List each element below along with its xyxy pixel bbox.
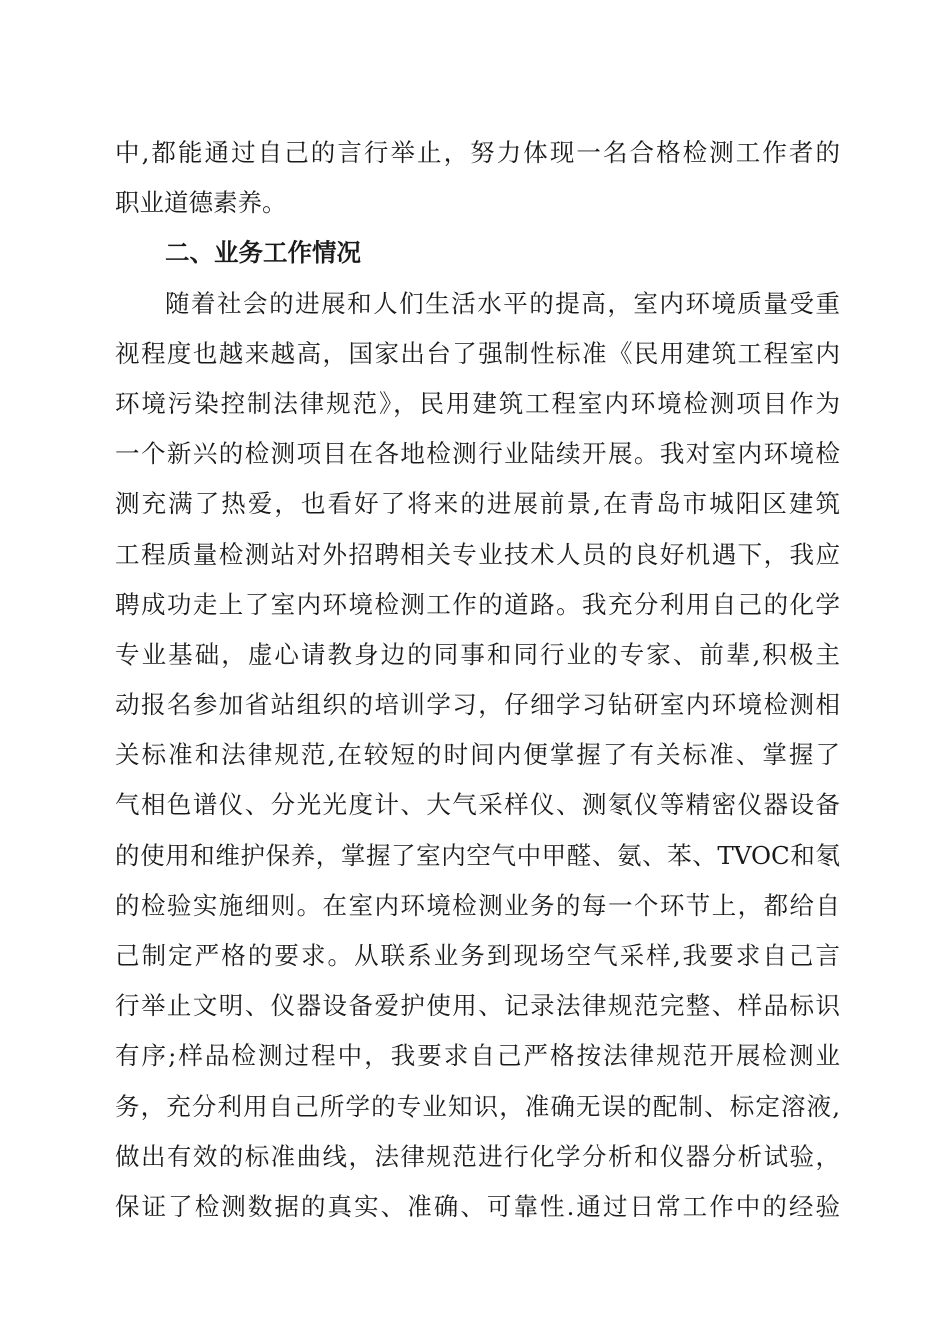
paragraph-line: 保证了检测数据的真实、准确、可靠性.通过日常工作中的经验 <box>115 1191 840 1221</box>
document-body <box>115 128 840 1232</box>
paragraph-line: 做出有效的标准曲线，法律规范进行化学分析和仪器分析试验， <box>115 1141 840 1171</box>
paragraph-line: 务，充分利用自己所学的专业知识，准确无误的配制、标定溶液, <box>115 1091 840 1121</box>
paragraph-line: 己制定严格的要求。从联系业务到现场空气采样,我要求自己言 <box>115 941 840 970</box>
paragraph-line: 随着社会的进展和人们生活水平的提高，室内环境质量受重 <box>165 288 840 318</box>
paragraph-line: 关标准和法律规范,在较短的时间内便掌握了有关标准、掌握了 <box>115 740 840 770</box>
paragraph-line: 环境污染控制法律规范》，民用建筑工程室内环境检测项目作为 <box>115 388 840 418</box>
paragraph-line: 测充满了热爱，也看好了将来的进展前景,在青岛市城阳区建筑 <box>115 489 840 519</box>
paragraph-line: 的检验实施细则。在室内环境检测业务的每一个环节上，都给自 <box>115 890 840 920</box>
paragraph-line: 专业基础，虚心请教身边的同事和同行业的专家、前辈,积极主 <box>115 639 840 669</box>
paragraph-line: 一个新兴的检测项目在各地检测行业陆续开展。我对室内环境检 <box>115 439 840 469</box>
paragraph-line: 有序;样品检测过程中，我要求自己严格按法律规范开展检测业 <box>115 1041 840 1071</box>
paragraph-line: 视程度也越来越高，国家出台了强制性标准《民用建筑工程室内 <box>115 338 840 368</box>
paragraph-line: 工程质量检测站对外招聘相关专业技术人员的良好机遇下，我应 <box>115 539 840 569</box>
paragraph-line: 中,都能通过自己的言行举止，努力体现一名合格检测工作者的 <box>115 138 840 167</box>
paragraph-line: 气相色谱仪、分光光度计、大气采样仪、测氡仪等精密仪器设备 <box>115 790 840 820</box>
paragraph-line: 行举止文明、仪器设备爱护使用、记录法律规范完整、样品标识 <box>115 991 840 1021</box>
paragraph-line: 的使用和维护保养，掌握了室内空气中甲醛、氨、苯、TVOC和氡 <box>115 840 840 870</box>
section-heading: 二、业务工作情况 <box>165 238 361 268</box>
paragraph-line: 动报名参加省站组织的培训学习，仔细学习钻研室内环境检测相 <box>115 690 840 720</box>
paragraph-line: 聘成功走上了室内环境检测工作的道路。我充分利用自己的化学 <box>115 589 840 619</box>
paragraph-line: 职业道德素养。 <box>115 188 287 218</box>
